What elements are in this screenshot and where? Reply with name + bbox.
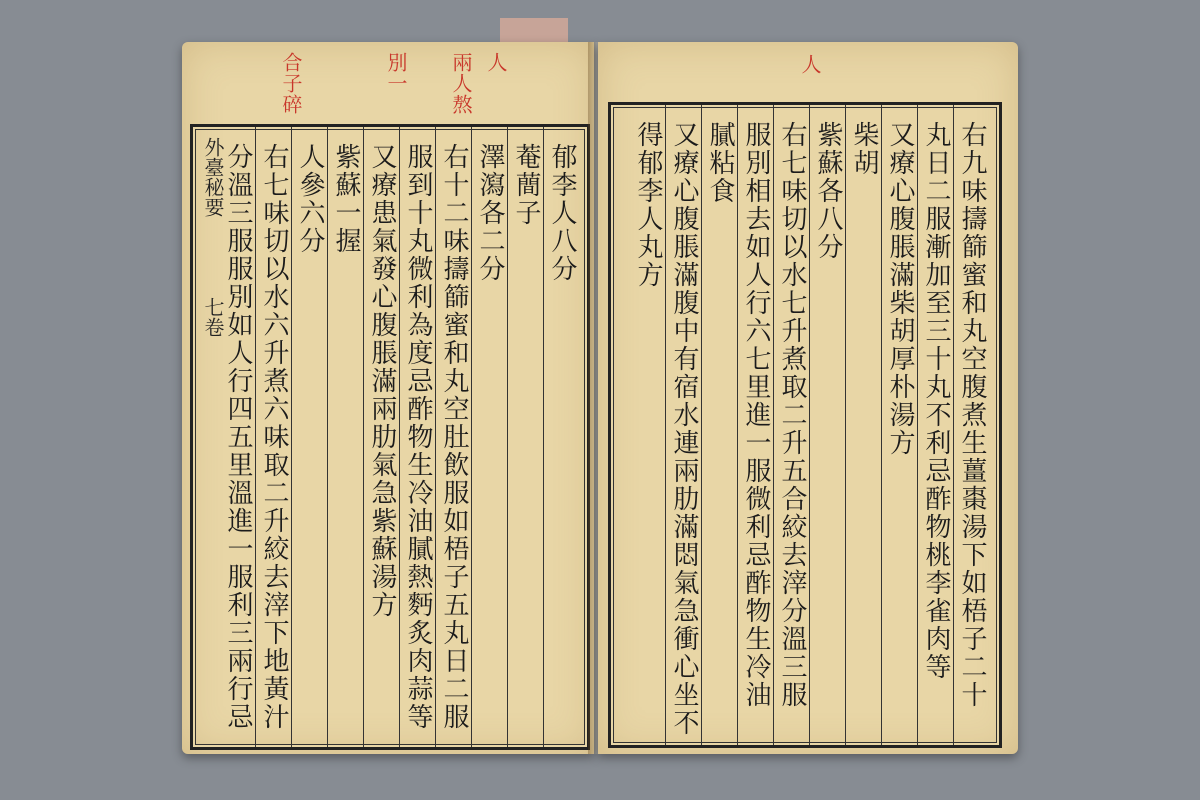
text-column: 又療心腹脹滿腹中有宿水連兩肋滿悶氣急衝心坐不 xyxy=(669,121,699,737)
margin-volume: 七卷 xyxy=(201,297,225,337)
red-note: 合子碎 xyxy=(279,52,303,115)
right-page xyxy=(598,42,1018,754)
text-column: 得郁李人丸方 xyxy=(633,121,663,289)
text-column: 柴胡 xyxy=(849,121,879,177)
red-note: 人 xyxy=(798,54,822,75)
text-column: 右九味擣篩蜜和丸空腹煮生薑棗湯下如梧子二十 xyxy=(957,121,987,709)
red-note: 別一 xyxy=(384,52,408,94)
text-column: 人參六分 xyxy=(295,143,325,255)
text-frame xyxy=(190,124,590,750)
text-column: 服別相去如人行六七里進一服微利忌酢物生冷油 xyxy=(741,121,771,709)
text-frame xyxy=(608,102,1002,748)
text-column: 菴蕳子 xyxy=(511,143,541,227)
red-note: 兩人熬 xyxy=(449,52,473,115)
text-column: 服到十丸微利為度忌酢物生冷油膩熱麪炙肉蒜等 xyxy=(403,143,433,731)
text-column: 澤瀉各二分 xyxy=(475,143,505,283)
text-column: 分溫三服服別如人行四五里溫進一服利三兩行忌 xyxy=(223,143,253,731)
text-column: 紫蘇一握 xyxy=(331,143,361,255)
text-column: 右七味切以水六升煮六味取二升絞去滓下地黃汁 xyxy=(259,143,289,731)
text-column: 丸日二服漸加至三十丸不利忌酢物桃李雀肉等 xyxy=(921,121,951,681)
text-column: 郁李人八分 xyxy=(547,143,577,283)
red-note: 人 xyxy=(484,52,508,73)
text-column: 右十二味擣篩蜜和丸空肚飲服如梧子五丸日二服 xyxy=(439,143,469,731)
text-column: 又療心腹脹滿柴胡厚朴湯方 xyxy=(885,121,915,457)
margin-title: 外臺秘要 xyxy=(201,137,225,217)
text-column: 右七味切以水七升煮取二升五合絞去滓分溫三服 xyxy=(777,121,807,709)
text-column: 又療患氣發心腹脹滿兩肋氣急紫蘇湯方 xyxy=(367,143,397,619)
text-column: 膩粘食 xyxy=(705,121,735,205)
text-column: 紫蘇各八分 xyxy=(813,121,843,261)
left-page xyxy=(182,42,594,754)
